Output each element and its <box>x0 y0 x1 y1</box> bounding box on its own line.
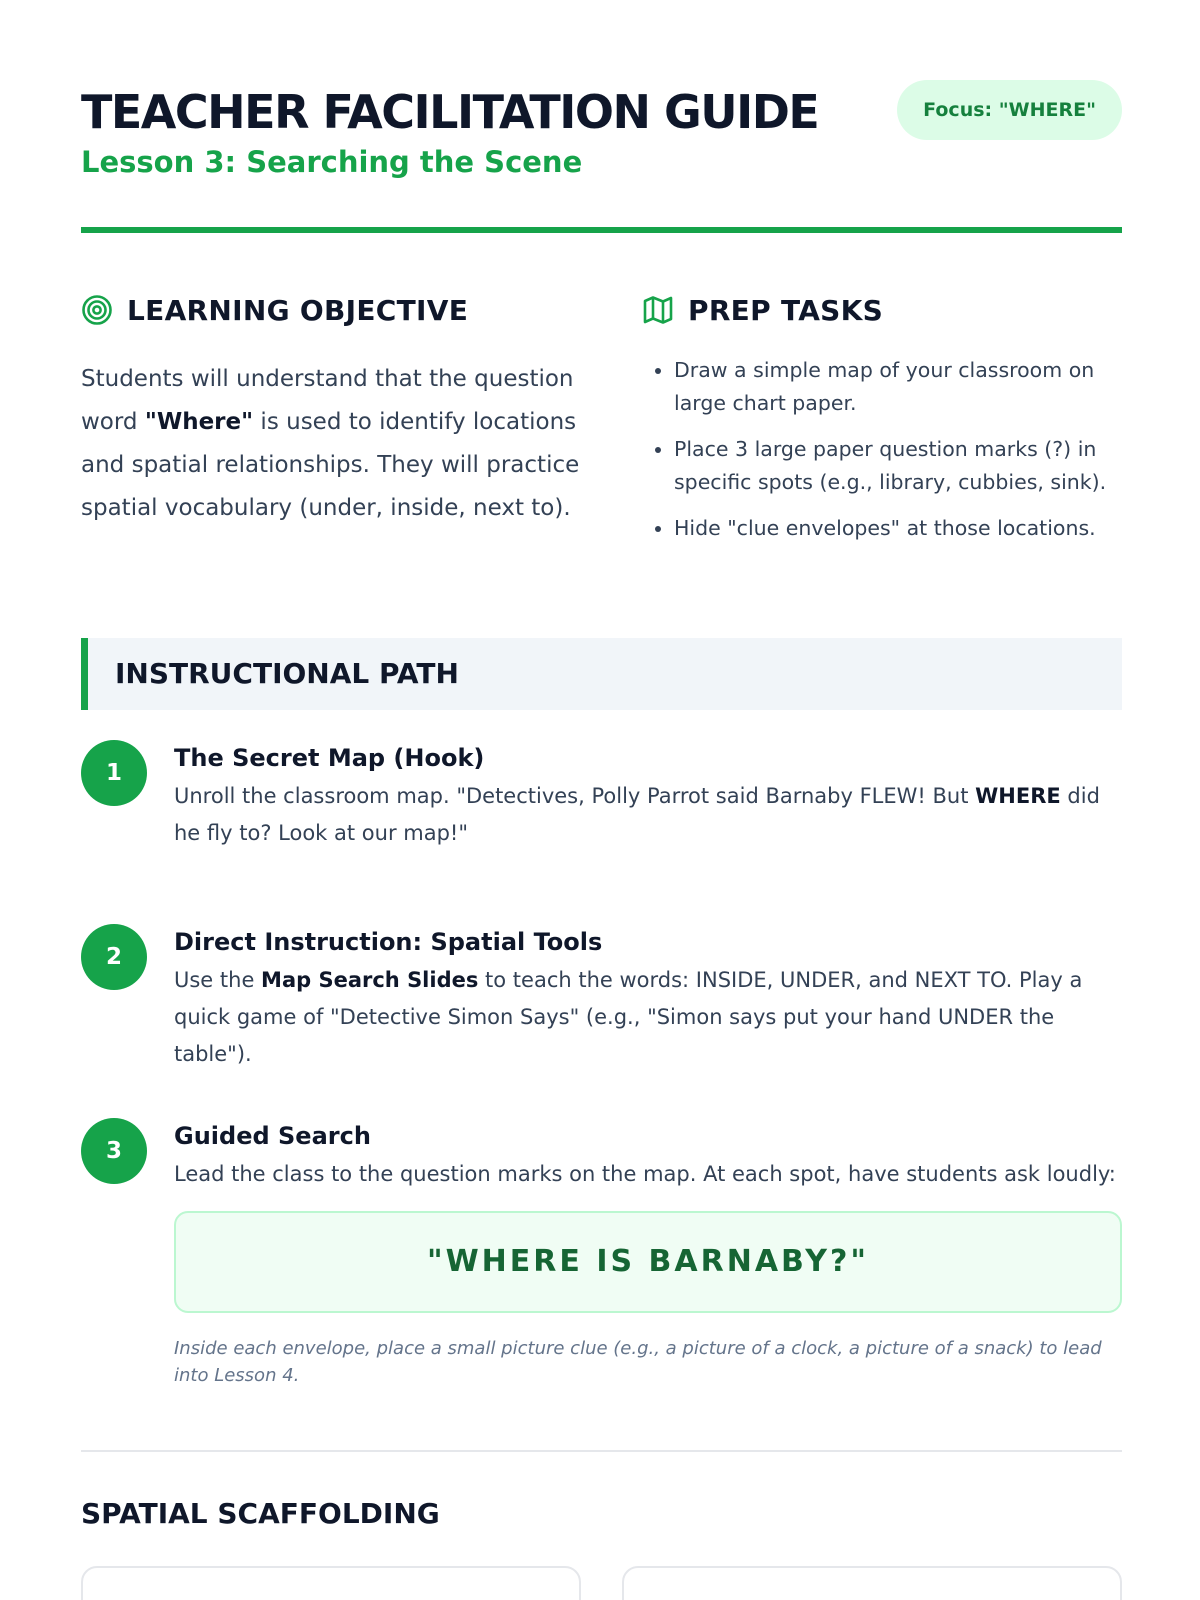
focus-badge: Focus: "WHERE" <box>897 80 1122 140</box>
section-divider <box>81 1450 1122 1452</box>
learning-objective-text <box>81 358 581 530</box>
list-item: • Draw a simple map of your classroom on large chart paper. <box>674 354 1122 420</box>
step-text-part: Use the <box>174 968 262 992</box>
step-text-part: to teach the words: INSIDE, UNDER, and NEXT TO. Play a quick game of "Detective Simon Says" (e.g., "Simon says put your hand UNDER the table"). <box>174 968 1083 1066</box>
step-title: The Secret Map (Hook) <box>174 744 485 772</box>
target-icon <box>81 294 113 326</box>
step-description: Lead the class to the question marks on the map. At each spot, have students ask loudly: <box>174 1162 1116 1186</box>
step-description <box>174 778 1122 852</box>
step-number-badge: 2 <box>81 924 147 990</box>
objective-text-part: is used to identify locations and spatial relationships. They will practice spatial vocabulary (under, inside, next to). <box>81 409 580 521</box>
step-text-part: did he fly to? Look at our map!" <box>174 784 1100 845</box>
scaffolding-card-left <box>81 1566 581 1600</box>
step-number-badge: 1 <box>81 740 147 806</box>
step-keyword: WHERE <box>975 784 1061 808</box>
step-body <box>174 1120 1122 1389</box>
question-callout: "WHERE IS BARNABY?" <box>174 1211 1122 1313</box>
list-item: • Place 3 large paper question marks (?) in specific spots (e.g., library, cubbies, sink). <box>674 433 1122 499</box>
teacher-note: Inside each envelope, place a small picture clue (e.g., a picture of a clock, a picture of a snack) to lead into Lesson 4. <box>174 1338 1102 1386</box>
step-description <box>174 962 1122 1073</box>
step-body <box>174 926 1122 1073</box>
page-title: TEACHER FACILITATION GUIDE <box>81 85 819 139</box>
spatial-scaffolding-heading: SPATIAL SCAFFOLDING <box>81 1497 440 1530</box>
learning-objective-section <box>81 290 581 530</box>
guide-header <box>81 80 1122 234</box>
learning-objective-heading <box>81 290 581 330</box>
step-title: Direct Instruction: Spatial Tools <box>174 928 603 956</box>
scaffolding-card-right <box>622 1566 1122 1600</box>
objective-keyword: "Where" <box>144 409 254 435</box>
step-number-badge: 3 <box>81 1118 147 1184</box>
step-text-part: Unroll the classroom map. "Detectives, Polly Parrot said Barnaby FLEW! But <box>174 784 976 808</box>
objective-text-part: Students will understand that the question word <box>81 366 574 435</box>
step-title: Guided Search <box>174 1122 371 1150</box>
prep-tasks-section <box>642 290 1122 558</box>
list-item: • Hide "clue envelopes" at those locations. <box>674 512 1122 545</box>
facilitation-guide-page <box>81 0 1122 1600</box>
lesson-subtitle: Lesson 3: Searching the Scene <box>81 145 583 179</box>
prep-tasks-heading <box>642 290 1122 330</box>
map-icon <box>642 294 674 326</box>
prep-task-list <box>642 354 1122 545</box>
instructional-path-banner <box>81 638 1122 710</box>
prep-tasks-label: PREP TASKS <box>688 293 884 327</box>
step-body <box>174 742 1122 852</box>
instructional-path-heading: INSTRUCTIONAL PATH <box>115 657 459 690</box>
learning-objective-label: LEARNING OBJECTIVE <box>127 293 469 327</box>
header-divider <box>81 227 1122 233</box>
step-keyword: Map Search Slides <box>261 968 479 992</box>
